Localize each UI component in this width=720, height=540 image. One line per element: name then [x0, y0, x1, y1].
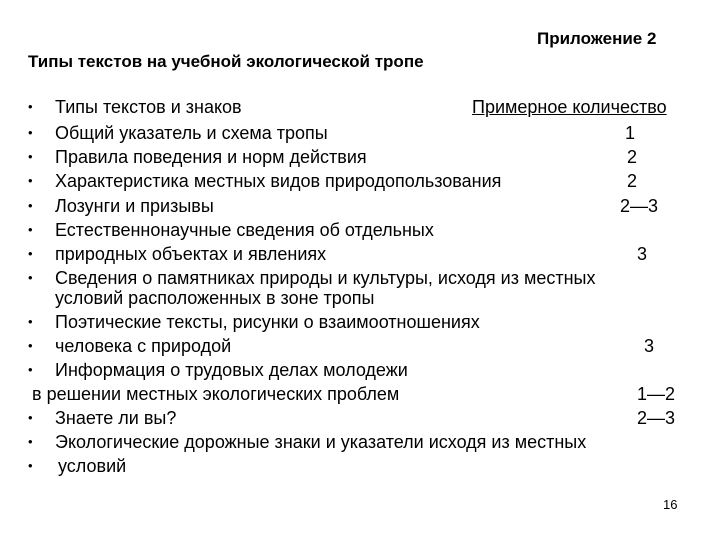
item-text: Поэтические тексты, рисунки о взаимоотношениях [55, 312, 480, 332]
item-text: Лозунги и призывы [55, 196, 214, 216]
item-quantity: 2 [627, 147, 638, 167]
item-quantity: 2—3 [637, 408, 676, 428]
item-text: Знаете ли вы? [55, 408, 177, 428]
item-text: условий [58, 456, 127, 476]
item-text: Правила поведения и норм действия [55, 147, 367, 167]
item-text: природных объектах и явлениях [55, 244, 327, 264]
item-text: Характеристика местных видов природопользования [55, 171, 502, 191]
item-text: Экологические дорожные знаки и указатели исходя из местных [55, 432, 587, 452]
column-header-types: Типы текстов и знаков [55, 97, 242, 117]
item-text: условий расположенных в зоне тропы [55, 288, 375, 308]
bullet: • [28, 173, 33, 188]
item-text: в решении местных экологических проблем [32, 384, 400, 404]
item-quantity: 3 [644, 336, 655, 356]
item-text: Естественнонаучные сведения об отдельных [55, 220, 434, 240]
item-quantity: 1—2 [637, 384, 676, 404]
bullet: • [28, 125, 33, 140]
bullet: • [28, 338, 33, 353]
bullet: • [28, 434, 33, 449]
item-text: Сведения о памятниках природы и культуры, исходя из местных [55, 268, 596, 288]
item-text: Общий указатель и схема тропы [55, 123, 328, 143]
item-text: Информация о трудовых делах молодежи [55, 360, 408, 380]
page-number: 16 [663, 497, 678, 512]
bullet: • [28, 99, 33, 114]
item-quantity: 2—3 [620, 196, 659, 216]
appendix-label: Приложение 2 [537, 29, 657, 48]
bullet: • [28, 270, 33, 285]
bullet: • [28, 246, 33, 261]
bullet: • [28, 314, 33, 329]
bullet: • [28, 222, 33, 237]
bullet: • [28, 149, 33, 164]
bullet: • [28, 198, 33, 213]
item-text: человека с природой [55, 336, 232, 356]
item-quantity: 3 [637, 244, 648, 264]
bullet: • [28, 458, 33, 473]
column-header-quantity: Примерное количество [472, 97, 667, 117]
bullet: • [28, 362, 33, 377]
bullet: • [28, 410, 33, 425]
item-quantity: 1 [625, 123, 636, 143]
item-quantity: 2 [627, 171, 638, 191]
page-title: Типы текстов на учебной экологической тропе [28, 52, 424, 71]
